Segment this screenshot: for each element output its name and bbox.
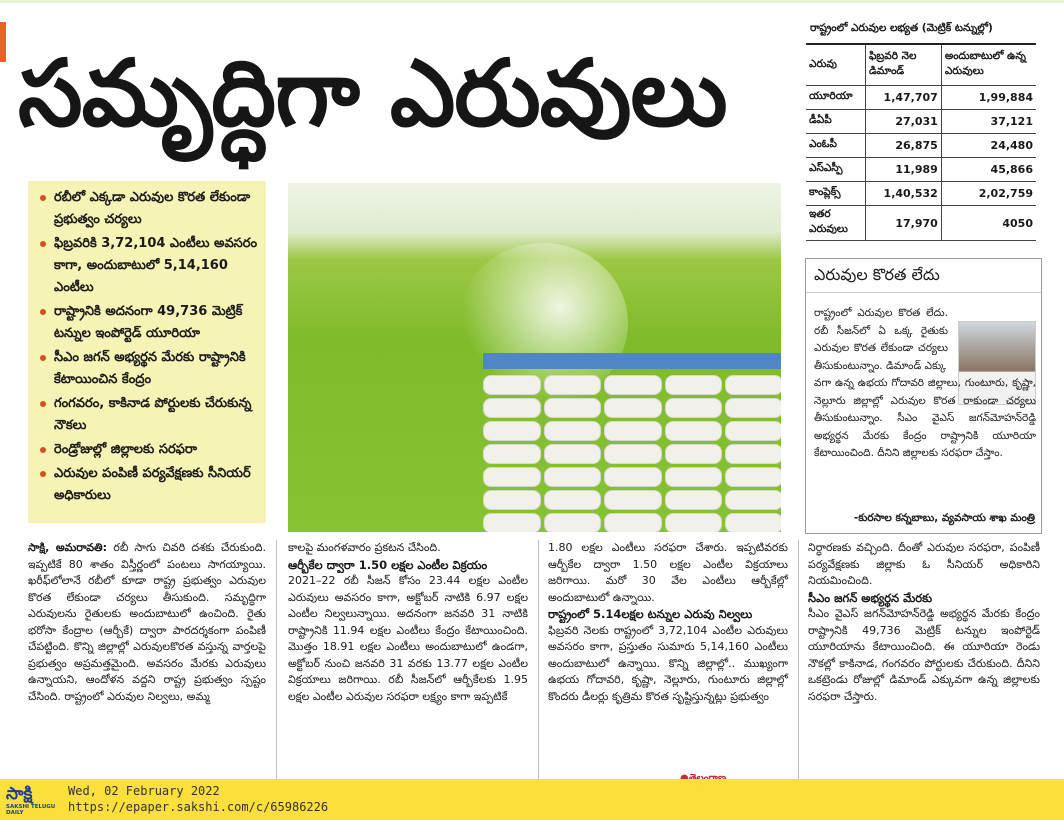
table-row xyxy=(806,206,1036,241)
cell-demand: 1,40,532 xyxy=(865,182,941,206)
table-row xyxy=(806,134,1036,158)
bullet-icon xyxy=(40,309,46,315)
fertilizer-field-photo xyxy=(288,183,781,532)
bullet-icon xyxy=(40,355,46,361)
cell-demand: 1,47,707 xyxy=(865,86,941,110)
highlight-item: సీఎం జగన్ అభ్యర్థన మేరకు రాష్ట్రానికి కేటాయించిన కేంద్రం xyxy=(40,347,258,391)
article-column-3 xyxy=(548,540,788,705)
cell-demand: 26,875 xyxy=(865,134,941,158)
article-text: రబీ సాగు చివరి దశకు చేరుకుంది. ఇప్పటికే 80 శాతం విస్తీర్ణంలో పంటలు సాగయ్యాయి. ఖరీఫ్‌లోలానే రబీలో కూడా రాష్ట్ర ప్రభుత్వం ఎరువుల కొరత లేకుండా చర్యలు తీసుకుంది. సమృద్ధిగా ఎరువులను రైతులకు అందుబాటులో ఉంచింది. రైతు భరోసా కేంద్రాల (ఆర్బీకే) ద్వారా పారదర్శకంగా పంపిణీ చేపట్టింది. కొన్ని జిల్లాల్లో ఎరువులకొరత వస్తున్న వార్తలపై ప్రభుత్వం అప్రమత్తమైంది. అవసరం మేరకు ఎరువులు ఉన్నాయని, ఆందోళన వద్దని రాష్ట్ర ప్రభుత్వం స్పష్టం చేసింది. రాష్ట్రంలో ఎరువుల నిల్వలు, అమ్మ xyxy=(28,541,266,703)
highlight-item: రాష్ట్రానికి అదనంగా 49,736 మెట్రిక్ టన్నుల ఇంపోర్టెడ్ యూరియా xyxy=(40,301,258,345)
cell-name: ఎంఓపీ xyxy=(806,134,865,158)
header-available: అందుబాటులో ఉన్న ఎరువులు xyxy=(941,45,1036,86)
header-demand: ఫిబ్రవరి నెల డిమాండ్ xyxy=(865,45,941,86)
minister-quote-box xyxy=(805,258,1042,534)
logo-text: సాక్షి xyxy=(6,784,33,804)
article-column-4 xyxy=(808,540,1040,705)
minister-quote xyxy=(814,305,1036,463)
footer-date: Wed, 02 February 2022 xyxy=(68,784,220,798)
table-header-row xyxy=(806,45,1036,86)
dateline: సాక్షి, అమరావతి: xyxy=(28,541,108,554)
footer-bar xyxy=(0,779,1064,820)
footer-url[interactable]: https://epaper.sakshi.com/c/65986226 xyxy=(68,800,329,814)
minister-quote-wide: వగా ఉన్న ఉభయ గోదావరి జిల్లాలు, గుంటూరు, కృష్ణా, నెల్లూరు జిల్లాల్లో ఎరువుల కొరత రాకుండా చర్యలు తీసుకుంటున్నాం. సీఎం వైఎస్ జగన్‌మోహన్‌రెడ్డి అభ్యర్థన మేరకు కేంద్రం రాష్ట్రానికి యూరియా కేటాయించింది. దీనిని జిల్లాలకు సరఫరా చేస్తాం. xyxy=(814,377,1036,459)
cell-available: 45,866 xyxy=(941,158,1036,182)
table-row xyxy=(806,182,1036,206)
stats-table-title: రాష్ట్రంలో ఎరువుల లభ్యత (మెట్రిక్ టన్నుల్లో) xyxy=(806,18,1036,45)
top-border xyxy=(0,0,1064,3)
column-divider xyxy=(276,540,277,780)
cell-demand: 11,989 xyxy=(865,158,941,182)
highlight-item: రబీలో ఎక్కడా ఎరువుల కొరత లేకుండా ప్రభుత్వం చర్యలు xyxy=(40,187,258,231)
footer-info xyxy=(68,783,328,815)
subheading: సీఎం జగన్ అభ్యర్థన మేరకు xyxy=(808,590,933,605)
highlight-item: గంగవరం, కాకినాడ పోర్టులకు చేరుకున్న నౌకలు xyxy=(40,393,258,437)
table-row xyxy=(806,158,1036,182)
sakshi-logo[interactable] xyxy=(6,784,60,816)
article-text: ఫిబ్రవరి నెలకు రాష్ట్రంలో 3,72,104 ఎంటీల ఎరువులు అవసరం కాగా, ప్రస్తుతం సుమారు 5,14,160 ఎంటీలు అందుబాటులో ఉన్నాయి. కొన్ని జిల్లాల్లో.. ముఖ్యంగా ఉభయ గోదావరి, కృష్ణా, నెల్లూరు, గుంటూరు జిల్లాల్లో కొందరు డీలర్లు కృత్రిమ కొరత సృష్టిస్తున్నట్లు ప్రభుత్వం xyxy=(548,623,788,703)
cell-name: ఇతర ఎరువులు xyxy=(806,206,865,241)
highlights-box xyxy=(28,181,266,523)
bullet-icon xyxy=(40,401,46,407)
cell-name: డీఏపీ xyxy=(806,110,865,134)
article-text: సీఎం వైఎస్ జగన్‌మోహన్‌రెడ్డి అభ్యర్థన మేరకు కేంద్రం రాష్ట్రానికి 49,736 మెట్రిక్ టన్నుల ఇంపోర్టెడ్ యూరియాను కేటాయించింది. ఈ యూరియా రెండు నౌకల్లో కాకినాడ, గంగవరం పోర్టులకు చేరుకుంది. దీనిని ఒకట్రెండు రోజుల్లో డిమాండ్ ఎక్కువగా ఉన్న జిల్లాలకు సరఫరా చేస్తారు. xyxy=(808,607,1040,703)
column-divider xyxy=(538,540,539,780)
article-text: కాలపై మంగళవారం ప్రకటన చేసింది. xyxy=(288,541,441,554)
cell-name: యూరియా xyxy=(806,86,865,110)
cell-available: 4050 xyxy=(941,206,1036,241)
article-column-2 xyxy=(288,540,528,705)
bullet-icon xyxy=(40,471,46,477)
table-row xyxy=(806,110,1036,134)
cell-available: 37,121 xyxy=(941,110,1036,134)
minister-quote-narrow: రాష్ట్రంలో ఎరువుల కొరత లేదు. రబీ సీజన్‌లో ఏ ఒక్క రైతుకు ఎరువుల కొరత లేకుండా చర్యలు తీసుకుంటున్నాం. డిమాండ్ ఎక్కు xyxy=(814,307,948,372)
highlight-item: రెండ్రోజుల్లో జిల్లాలకు సరఫరా xyxy=(40,439,258,461)
article-column-1 xyxy=(28,540,266,705)
bullet-icon xyxy=(40,195,46,201)
article-text: నిర్ధారణకు వచ్చింది. దీంతో ఎరువుల సరఫరా, పంపిణీ పర్యవేక్షణకు జిల్లాకు ఓ సీనియర్ అధికారిని నియమించింది. xyxy=(808,541,1040,587)
cell-demand: 17,970 xyxy=(865,206,941,241)
subheading: రాష్ట్రంలో 5.14లక్షల టన్నుల ఎరువు నిల్వలు xyxy=(548,607,753,621)
minister-signature: -కురసాల కన్నబాబు, వ్యవసాయ శాఖ మంత్రి xyxy=(853,512,1035,524)
cell-name: కాంప్లెక్స్ xyxy=(806,182,865,206)
cell-available: 24,480 xyxy=(941,134,1036,158)
logo-subtext: SAKSHI TELUGU DAILY xyxy=(6,804,56,816)
article-text: 2021–22 రబీ సీజన్ కోసం 23.44 లక్షల ఎంటీల ఎరువులు అవసరం కాగా, అక్టోబర్ నాటికి 6.97 లక్షల ఎంటీల నిల్వలున్నాయి. అదనంగా జనవరి 31 నాటికి రాష్ట్రానికి 11.94 లక్షల ఎంటీలు కేంద్రం కేటాయించింది. మొత్తం 18.91 లక్షల ఎంటీలు అందుబాటులో ఉండగా, అక్టోబర్ నుంచి జనవరి 31 వరకు 13.77 లక్షల ఎంటీల విక్రయాలు జరిగాయి. రబీ సీజన్‌లో ఆర్బీకేలకు 1.95 లక్షల ఎంటీల ఎరువుల సరఫరా లక్ష్యం కాగా ఇప్పటికే xyxy=(288,574,528,703)
cell-name: ఎస్ఎస్పీ xyxy=(806,158,865,182)
cell-available: 1,99,884 xyxy=(941,86,1036,110)
article-text: 1.80 లక్షల ఎంటీలు సరఫరా చేశారు. ఇప్పటివరకు ఆర్బీకేల ద్వారా 1.50 లక్షల ఎంటీల విక్రయాలు జరిగాయి. మరో 30 వేల ఎంటీలు ఆర్బీకేల్లో అందుబాటులో ఉన్నాయి. xyxy=(548,541,788,604)
cell-available: 2,02,759 xyxy=(941,182,1036,206)
bullet-icon xyxy=(40,241,46,247)
fertilizer-bags-graphic xyxy=(483,355,781,532)
minister-box-title: ఎరువుల కొరత లేదు xyxy=(806,259,1041,293)
headline: సమృద్ధిగా ఎరువులు xyxy=(18,40,727,147)
fertilizer-stats-table xyxy=(806,18,1036,241)
table-row xyxy=(806,86,1036,110)
highlight-item: ఎరువుల పంపిణీ పర్యవేక్షణకు సీనియర్ అధికారులు xyxy=(40,463,258,507)
header-fertilizer: ఎరువు xyxy=(806,45,865,86)
column-divider xyxy=(798,540,799,780)
bullet-icon xyxy=(40,447,46,453)
section-marker xyxy=(0,22,6,62)
subheading: ఆర్బీకేల ద్వారా 1.50 లక్షల ఎంటీల విక్రయం xyxy=(288,557,488,572)
highlight-item: ఫిబ్రవరికి 3,72,104 ఎంటీలు అవసరం కాగా, అందుబాటులో 5,14,160 ఎంటీలు xyxy=(40,233,258,299)
cell-demand: 27,031 xyxy=(865,110,941,134)
